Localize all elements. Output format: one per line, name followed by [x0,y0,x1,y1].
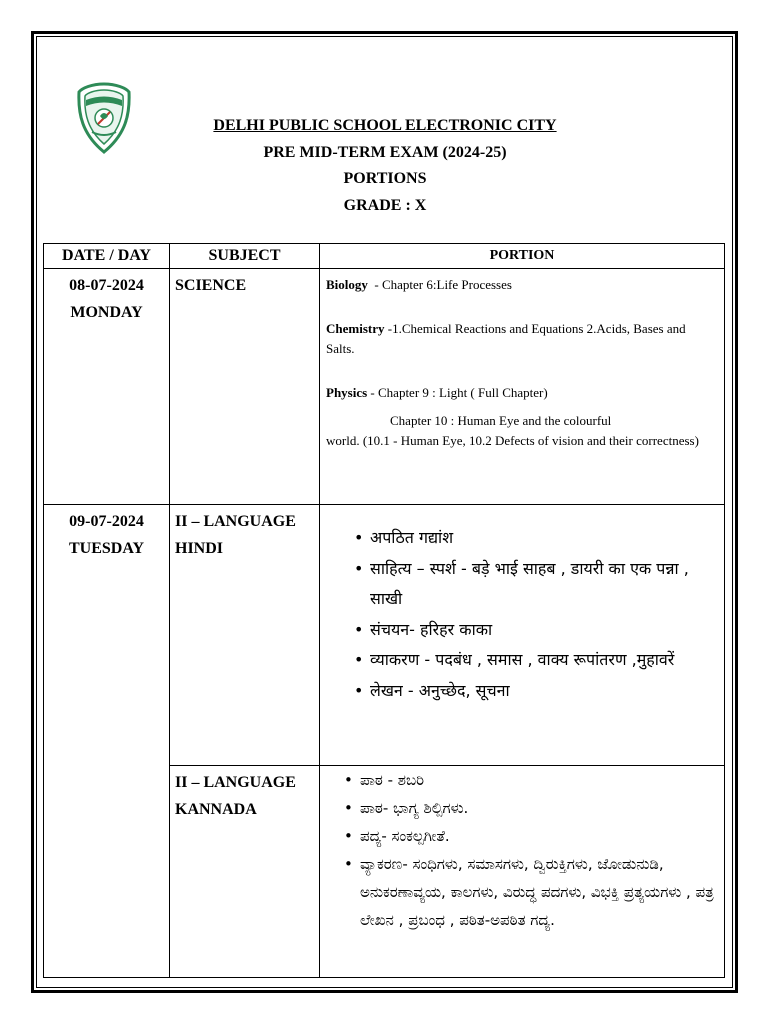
physics-chapter10-title: Chapter 10 : Human Eye and the colourful [390,413,612,428]
list-item: • साहित्य – स्पर्श - बड़े भाई साहब , डायरी का एक पन्ना , साखी [354,554,724,615]
exam-title: PRE MID-TERM EXAM (2024-25) [263,143,507,161]
document-header [160,113,610,219]
list-item: • लेखन - अनुच्छेद, सूचना [354,676,724,707]
hindi-portion-list [320,505,724,706]
column-header-date: DATE / DAY [44,244,170,269]
exam-date: 08-07-2024 [69,277,144,294]
subject-cell [170,269,320,505]
chemistry-portion [326,319,716,359]
list-item: • ಪಾಠ- ಭಾಗ್ಯ ಶಿಲ್ಪಿಗಳು. [344,794,724,822]
school-name: DELHI PUBLIC SCHOOL ELECTRONIC CITY [213,117,557,134]
physics-chapter10-details: world. (10.1 - Human Eye, 10.2 Defects of vision and their correctness) [326,433,699,448]
date-cell [44,269,170,505]
biology-text: - Chapter 6:Life Processes [367,277,512,292]
chemistry-label: Chemistry [326,321,385,336]
list-item: • ವ್ಯಾಕರಣ- ಸಂಧಿಗಳು, ಸಮಾಸಗಳು, ದ್ವಿರುಕ್ತಿಗಳು, ಜೋಡುನುಡಿ, ಅನುಕರಣಾವ್ಯಯ, ಕಾಲಗಳು, ವಿರುದ್ಧ ಪದಗಳು, ವಿಭಕ್ತಿ ಪ್ರತ್ಯಯಗಳು , ಪತ್ರ ಲೇಖನ , ಪ್ರಬಂಧ , ಪಠಿತ-ಅಪಠಿತ ಗದ್ಯ. [344,850,724,934]
physics-portion [326,383,716,403]
column-header-subject: SUBJECT [170,244,320,269]
date-cell [44,505,170,978]
portion-cell [320,766,725,978]
physics-label: Physics [326,385,368,400]
list-item: • अपठित गद्यांश [354,523,724,554]
subject-name-line1: II – LANGUAGE [175,513,296,530]
biology-label: Biology [326,277,368,292]
portion-cell [320,269,725,505]
column-header-portion: PORTION [320,244,725,269]
table-header-row [44,244,725,269]
subject-name: SCIENCE [175,277,247,294]
chemistry-text: -1.Chemical Reactions and Equations 2.Acids, Bases and Salts. [326,321,686,356]
physics-text: - Chapter 9 : Light ( Full Chapter) [367,385,548,400]
grade-label: GRADE : X [343,196,427,214]
table-row-hindi [44,505,725,766]
portion-cell [320,505,725,766]
subject-name-line1: II – LANGUAGE [175,774,296,791]
portions-table [43,243,725,978]
list-item: • संचयन- हरिहर काका [354,615,724,646]
portions-title: PORTIONS [343,170,427,187]
subject-name-line2: HINDI [175,540,224,557]
list-item: • ಪಾಠ - ಶಬರಿ [344,766,724,794]
list-item: • ಪದ್ಯ- ಸಂಕಲ್ಪಗೀತೆ. [344,822,724,850]
kannada-portion-list [320,766,724,934]
exam-day: MONDAY [70,304,143,321]
subject-name-line2: KANNADA [175,801,257,818]
subject-cell [170,766,320,978]
school-crest-icon [76,80,132,156]
biology-portion [326,275,716,295]
exam-date: 09-07-2024 [69,513,144,530]
subject-cell [170,505,320,766]
list-item: • व्याकरण - पदबंध , समास , वाक्य रूपांतरण ,मुहावरें [354,645,724,676]
exam-day: TUESDAY [69,540,144,557]
table-row-science [44,269,725,505]
